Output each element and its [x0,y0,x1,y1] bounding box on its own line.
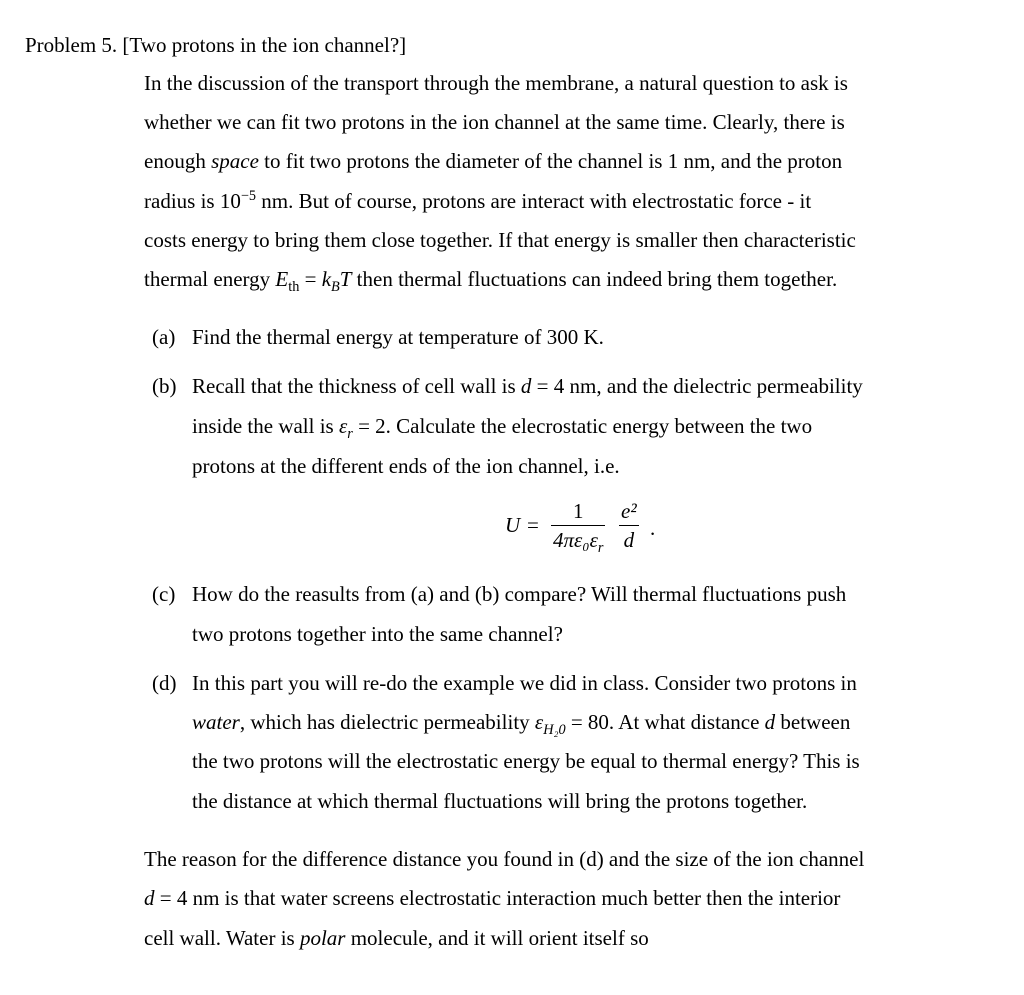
part-d-line-2: water, which has dielectric permeability $\varepsilon_{H_20} = 80$. At what distance d between [192,710,851,739]
intro-line-6: thermal energy $E_{th} = k_BT$ then thermal fluctuations can indeed bring them together. [144,267,838,296]
intro-line-3: enough space to fit two protons the diameter of the channel is 1 nm, and the proton [144,149,843,173]
formula-period: . [650,516,656,540]
part-d-label: (d) [152,671,177,695]
part-d-line-4: the distance at which thermal fluctuations will bring the protons together. [192,789,808,813]
formula-equals: = [527,513,539,537]
fraction-charge [619,498,639,553]
fraction-constant-denominator: $4\pi\varepsilon_0\varepsilon_r$ [553,528,604,557]
formula-lhs: U [505,513,521,537]
part-d-line-3: the two protons will the electrostatic energy be equal to thermal energy? This is [192,749,860,773]
problem-title: [Two protons in the ion channel?] [122,33,407,57]
part-a-text: Find the thermal energy at temperature of 300 K. [192,325,604,349]
fraction-charge-numerator: e² [621,499,637,523]
intro-line-4: radius is $10^{-5}$ nm. But of course, protons are interact with electrostatic force - it [144,188,812,213]
fraction-constant-numerator: 1 [572,499,584,523]
intro-line-5: costs energy to bring them close together. If that energy is smaller then characteristic [144,228,856,252]
intro-line-2: whether we can fit two protons in the ion channel at the same time. Clearly, there is [144,110,845,134]
part-b-label: (b) [152,374,177,398]
closing-line-3: cell wall. Water is polar molecule, and it will orient itself so [144,926,649,950]
part-c-line-2: two protons together into the same channel? [192,622,563,646]
emphasis-water: water [192,710,240,734]
fraction-charge-denominator: d [623,528,635,552]
problem-label: Problem 5. [25,33,118,57]
emphasis-polar: polar [299,926,346,950]
coulomb-formula [505,498,675,558]
part-d-line-1: In this part you will re-do the example we did in class. Consider two protons in [192,671,857,695]
fraction-bar [619,525,639,526]
part-b-line-3: protons at the different ends of the ion channel, i.e. [192,454,620,478]
problem-heading [25,30,406,60]
part-c-label: (c) [152,582,176,606]
part-c-line-1: How do the reasults from (a) and (b) compare? Will thermal fluctuations push [192,582,847,606]
part-b-line-2: inside the wall is $\varepsilon_r = 2$. Calculate the elecrostatic energy between the two [192,414,813,443]
emphasis-space: space [211,149,259,173]
closing-line-1: The reason for the difference distance you found in (d) and the size of the ion channel [144,847,865,871]
part-b-line-1: Recall that the thickness of cell wall is d = 4 nm, and the dielectric permeability [192,374,863,398]
fraction-constant [551,498,605,557]
intro-line-1: In the discussion of the transport through the membrane, a natural question to ask is [144,71,848,95]
closing-line-2: d = 4 nm is that water screens electrostatic interaction much better then the interior [144,886,841,910]
fraction-bar [551,525,605,526]
part-a-label: (a) [152,325,176,349]
